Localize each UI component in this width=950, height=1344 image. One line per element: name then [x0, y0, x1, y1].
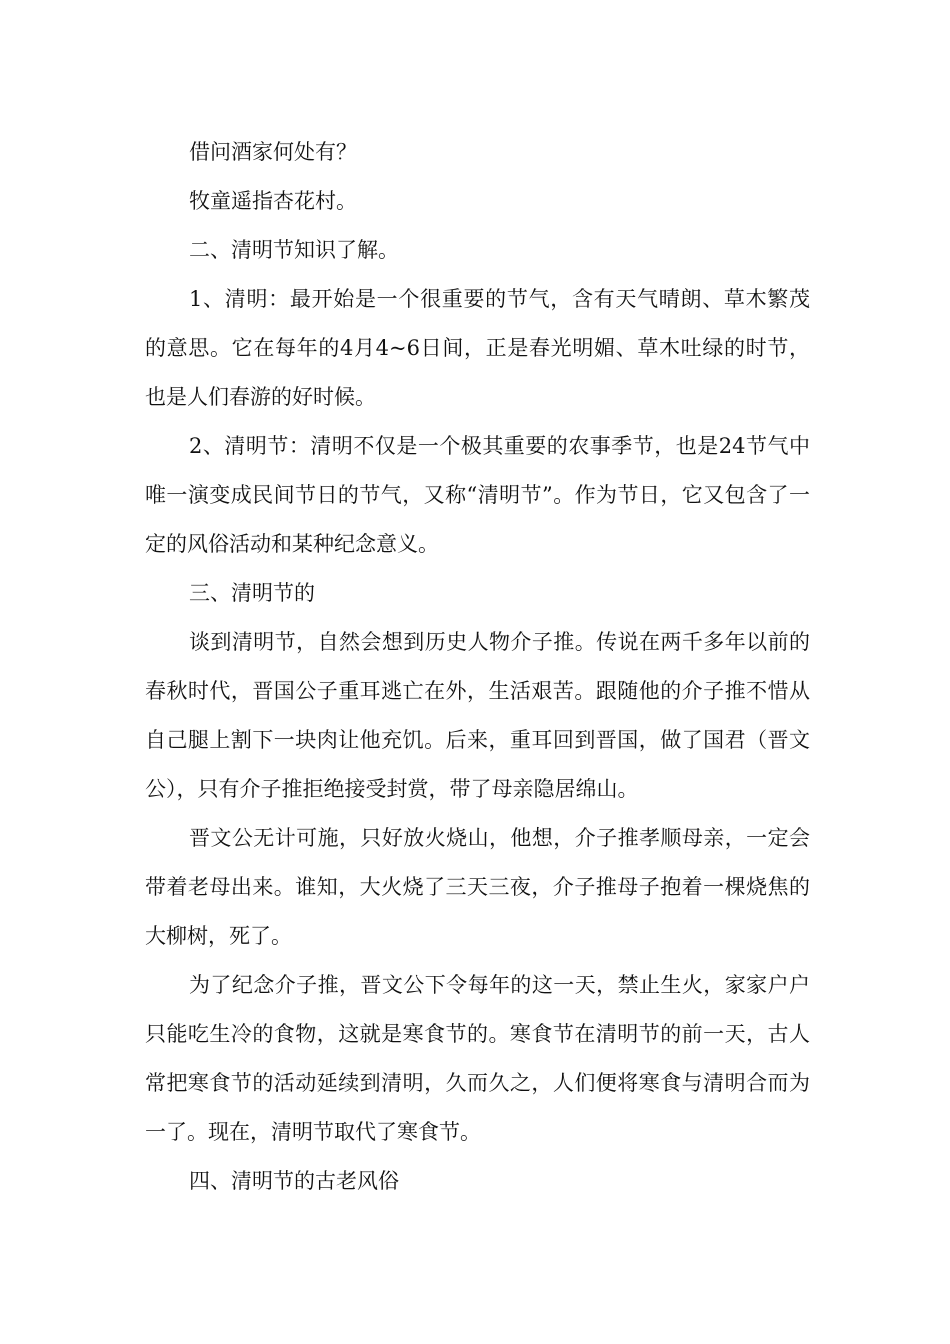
section-heading-2: 二、清明节知识了解。	[189, 238, 399, 262]
paragraph-jiezitui-story: 谈到清明节，自然会想到历史人物介子推。传说在两千多年以前的春秋时代，晋国公子重耳逃亡在外，生活艰苦。跟随他的介子推不惜从自己腿上割下一块肉让他充饥。后来，重耳回到晋国，做了国君（晋文公），只有介子推拒绝接受封赏，带了母亲隐居绵山。	[145, 630, 810, 801]
paragraph-qingming-term: 1、清明：最开始是一个很重要的节气，含有天气晴朗、草木繁茂的意思。它在每年的4月4~6日间，正是春光明媚、草木吐绿的时节，也是人们春游的好时候。	[145, 287, 810, 409]
paragraph-qingming-festival: 2、清明节：清明不仅是一个极其重要的农事季节，也是24节气中唯一演变成民间节日的节气，又称“清明节”。作为节日，它又包含了一定的风俗活动和某种纪念意义。	[145, 434, 810, 556]
section-heading-4: 四、清明节的古老风俗	[189, 1169, 399, 1193]
poem-line-2: 牧童遥指杏花村。	[189, 189, 357, 213]
poem-line-1: 借问酒家何处有？	[189, 140, 357, 164]
document-body	[145, 128, 810, 1206]
section-heading-3: 三、清明节的	[189, 581, 315, 605]
paragraph-mountain-fire: 晋文公无计可施，只好放火烧山，他想，介子推孝顺母亲，一定会带着老母出来。谁知，大火烧了三天三夜，介子推母子抱着一棵烧焦的大柳树，死了。	[145, 826, 810, 948]
paragraph-cold-food-festival: 为了纪念介子推，晋文公下令每年的这一天，禁止生火，家家户户只能吃生冷的食物，这就是寒食节的。寒食节在清明节的前一天，古人常把寒食节的活动延续到清明，久而久之，人们便将寒食与清明合而为一了。现在，清明节取代了寒食节。	[145, 973, 810, 1144]
